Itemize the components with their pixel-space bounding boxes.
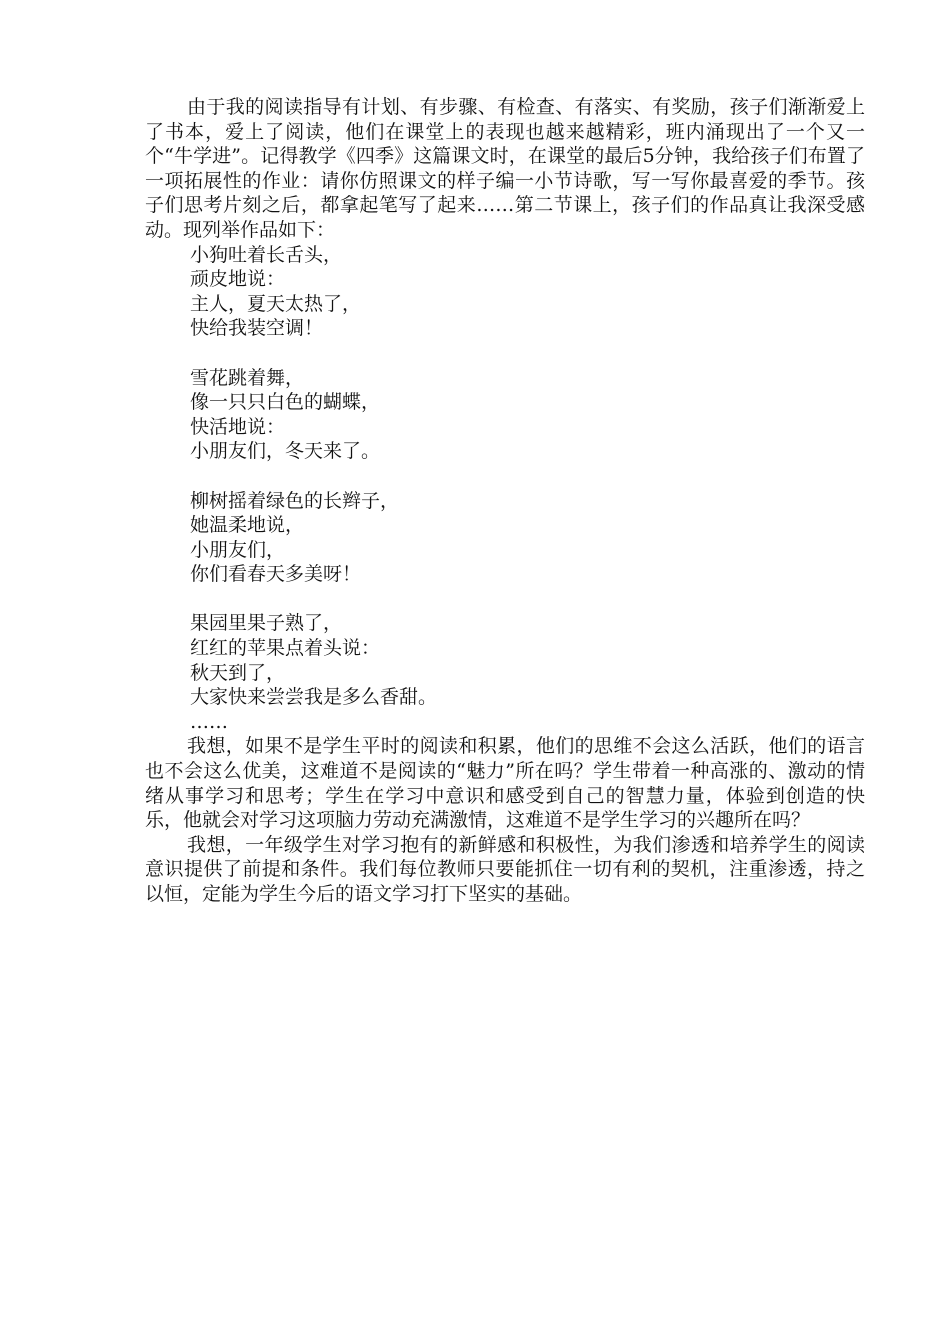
poem-line: 小狗吐着长舌头，	[190, 243, 343, 266]
poem-line: 红红的苹果点着头说：	[190, 637, 381, 660]
poem-line: 小朋友们，	[190, 538, 286, 561]
document-page	[145, 95, 865, 907]
poem-stanza	[190, 611, 865, 734]
intro-paragraph: 由于我的阅读指导有计划、有步骤、有检查、有落实、有奖励，孩子们渐渐爱上了书本，爱上了阅读，他们在课堂上的表现也越来越精彩，班内涌现出了一个又一个“牛学进”。记得教学《四季》这篇课文时，在课堂的最后5分钟，我给孩子们布置了一项拓展性的作业：请你仿照课文的样子编一小节诗歌，写一写你最喜爱的季节。孩子们思考片刻之后，都拿起笔写了起来……第二节课上，孩子们的作品真让我深受感动。现列举作品如下：	[145, 96, 865, 241]
poem-line: 她温柔地说，	[190, 514, 305, 537]
closing-paragraph: 我想，一年级学生对学习抱有的新鲜感和积极性，为我们渗透和培养学生的阅读意识提供了前提和条件。我们每位教师只要能抓住一切有利的契机，注重渗透，持之以恒，定能为学生今后的语文学习打下坚实的基础。	[145, 833, 865, 905]
body-paragraph: 我想，如果不是学生平时的阅读和积累，他们的思维不会这么活跃，他们的语言也不会这么优美，这难道不是阅读的“魅力”所在吗？学生带着一种高涨的、激动的情绪从事学习和思考；学生在学习中意识和感受到自己的智慧力量，体验到创造的快乐，他就会对学习这项脑力劳动充满激情，这难道不是学生学习的兴趣所在吗？	[145, 735, 865, 832]
poem-line: 顽皮地说：	[190, 268, 286, 291]
poem-line: 柳树摇着绿色的长辫子，	[190, 489, 400, 512]
poem-line: 大家快来尝尝我是多么香甜。	[190, 686, 438, 709]
poem-line: 快给我装空调！	[190, 317, 324, 340]
poem-line: 秋天到了，	[190, 661, 286, 684]
poem-ellipsis: ……	[190, 710, 228, 733]
poem-line: 果园里果子熟了，	[190, 612, 343, 635]
poem-line: 你们看春天多美呀！	[190, 563, 362, 586]
poem-stanza	[190, 366, 865, 464]
poem-stanza	[190, 489, 865, 587]
poem-line: 像一只只白色的蝴蝶，	[190, 391, 381, 414]
poem-line: 雪花跳着舞，	[190, 366, 305, 389]
poem-line: 主人，夏天太热了，	[190, 292, 362, 315]
poem-line: 小朋友们，冬天来了。	[190, 440, 381, 463]
poem-line: 快活地说：	[190, 415, 286, 438]
poem-list	[145, 243, 865, 735]
poem-stanza	[190, 243, 865, 341]
